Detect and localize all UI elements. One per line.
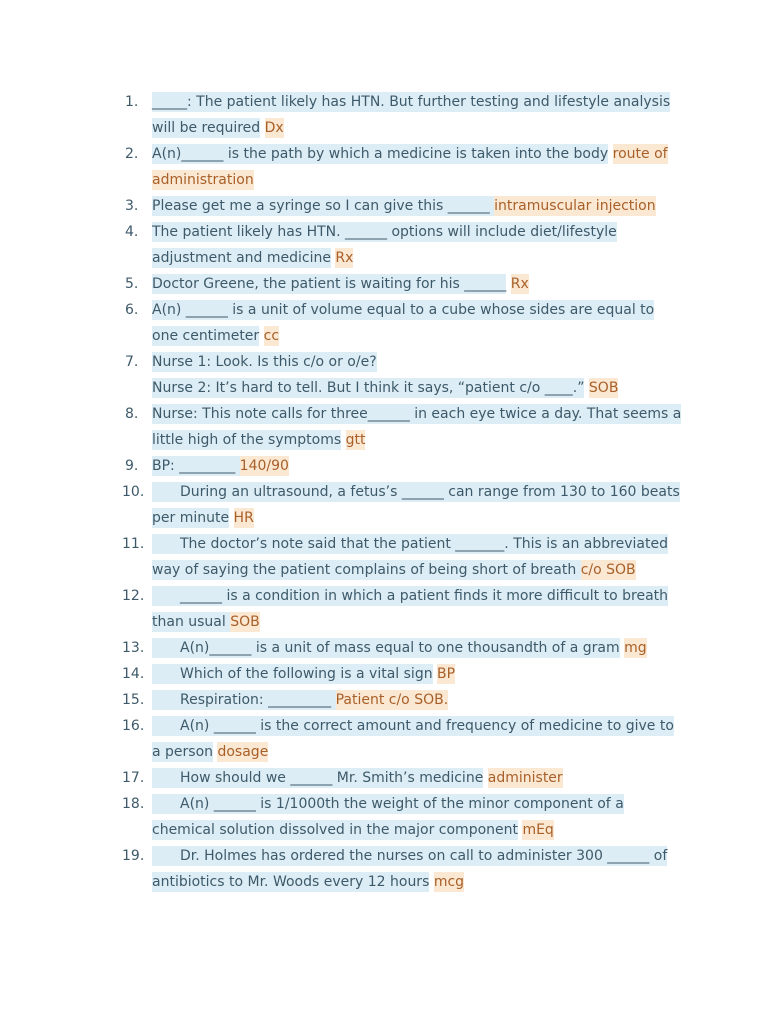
- answer-text: intramuscular injection: [494, 198, 656, 214]
- list-item: [122, 791, 682, 843]
- question-text: Dr. Holmes has ordered the nurses on call to administer 300 ______ of antibiotics to Mr. Woods every 12 hours: [152, 848, 668, 890]
- answer-text: Dx: [264, 120, 284, 136]
- item-number: 4.: [125, 224, 139, 240]
- list-item: [125, 89, 682, 141]
- question-text: How should we ______ Mr. Smith’s medicine: [152, 768, 483, 788]
- question-text: A(n) ______ is 1/1000th the weight of the minor component of a chemical solution dissolved in the major component: [152, 796, 624, 838]
- answer-text: BP: [437, 666, 456, 682]
- item-number: 17.: [122, 770, 145, 786]
- answer-text: SOB: [588, 380, 619, 396]
- list-item: [125, 193, 682, 219]
- answer-text: c/o SOB: [580, 562, 636, 578]
- item-number: 2.: [125, 146, 139, 162]
- question-text: A(n)______ is a unit of mass equal to one thousandth of a gram: [152, 638, 620, 658]
- list-item: [125, 271, 682, 297]
- list-item: [125, 219, 682, 271]
- answer-text: Rx: [510, 276, 529, 292]
- answer-text: mcg: [433, 874, 465, 890]
- item-number: 6.: [125, 302, 139, 318]
- item-number: 7.: [125, 354, 139, 370]
- question-text: Nurse 1: Look. Is this c/o or o/e?: [152, 354, 377, 370]
- list-item: [125, 141, 682, 193]
- question-text: ______ is a condition in which a patient finds it more difficult to breath than usual: [152, 588, 669, 630]
- question-list: [0, 89, 768, 895]
- answer-text: dosage: [217, 744, 269, 760]
- answer-text: Rx: [335, 250, 354, 266]
- answer-text: administer: [487, 770, 563, 786]
- list-item: [125, 297, 682, 349]
- question-text: Please get me a syringe so I can give this ______: [152, 198, 495, 214]
- list-item: [122, 843, 682, 895]
- question-text: BP: ________: [152, 458, 240, 474]
- answer-text: route of administration: [152, 146, 668, 188]
- list-item: [122, 687, 682, 713]
- item-number: 14.: [122, 666, 145, 682]
- question-text: A(n) ______ is the correct amount and frequency of medicine to give to a person: [152, 718, 674, 760]
- list-item: [122, 713, 682, 765]
- question-text: Which of the following is a vital sign: [152, 664, 433, 684]
- item-number: 18.: [122, 796, 145, 812]
- list-item: [122, 661, 682, 687]
- item-number: 13.: [122, 640, 145, 656]
- item-number: 3.: [125, 198, 139, 214]
- item-number: 10.: [122, 484, 145, 500]
- list-item: [122, 635, 682, 661]
- answer-text: gtt: [345, 432, 366, 448]
- answer-text: cc: [263, 328, 280, 344]
- question-text: During an ultrasound, a fetus’s ______ can range from 130 to 160 beats per minute: [152, 484, 680, 526]
- list-item: [125, 401, 682, 453]
- list-item: [125, 349, 682, 401]
- question-text: _____: The patient likely has HTN. But further testing and lifestyle analysis will be required: [152, 94, 671, 136]
- list-item: [125, 453, 682, 479]
- answer-text: mEq: [522, 822, 554, 838]
- question-text: Respiration: _________: [152, 690, 336, 710]
- list-item: [122, 479, 682, 531]
- item-number: 15.: [122, 692, 145, 708]
- question-text-line-2: Nurse 2: It’s hard to tell. But I think it says, “patient c/o ____.”: [152, 380, 585, 396]
- item-number: 8.: [125, 406, 139, 422]
- question-text: The doctor’s note said that the patient _______. This is an abbreviated way of saying the patient complains of being short of breath: [152, 536, 668, 578]
- item-number: 19.: [122, 848, 145, 864]
- item-number: 16.: [122, 718, 145, 734]
- question-text: Nurse: This note calls for three______ in each eye twice a day. That seems a little high of the symptoms: [152, 406, 682, 448]
- item-number: 5.: [125, 276, 139, 292]
- list-item: [122, 531, 682, 583]
- item-number: 11.: [122, 536, 145, 552]
- answer-text: SOB: [230, 614, 260, 630]
- question-text: Doctor Greene, the patient is waiting for his ______: [152, 276, 507, 292]
- answer-text: 140/90: [239, 458, 289, 474]
- answer-text: mg: [624, 640, 647, 656]
- list-item: [122, 583, 682, 635]
- item-number: 9.: [125, 458, 139, 474]
- list-item: [122, 765, 682, 791]
- question-text: A(n)______ is the path by which a medicine is taken into the body: [152, 146, 609, 162]
- answer-text: HR: [233, 510, 254, 526]
- item-number: 1.: [125, 94, 139, 110]
- answer-text: Patient c/o SOB.: [335, 692, 449, 708]
- question-text: A(n) ______ is a unit of volume equal to a cube whose sides are equal to one centimeter: [152, 302, 655, 344]
- item-number: 12.: [122, 588, 145, 604]
- question-text: The patient likely has HTN. ______ options will include diet/lifestyle adjustment and medicine: [152, 224, 617, 266]
